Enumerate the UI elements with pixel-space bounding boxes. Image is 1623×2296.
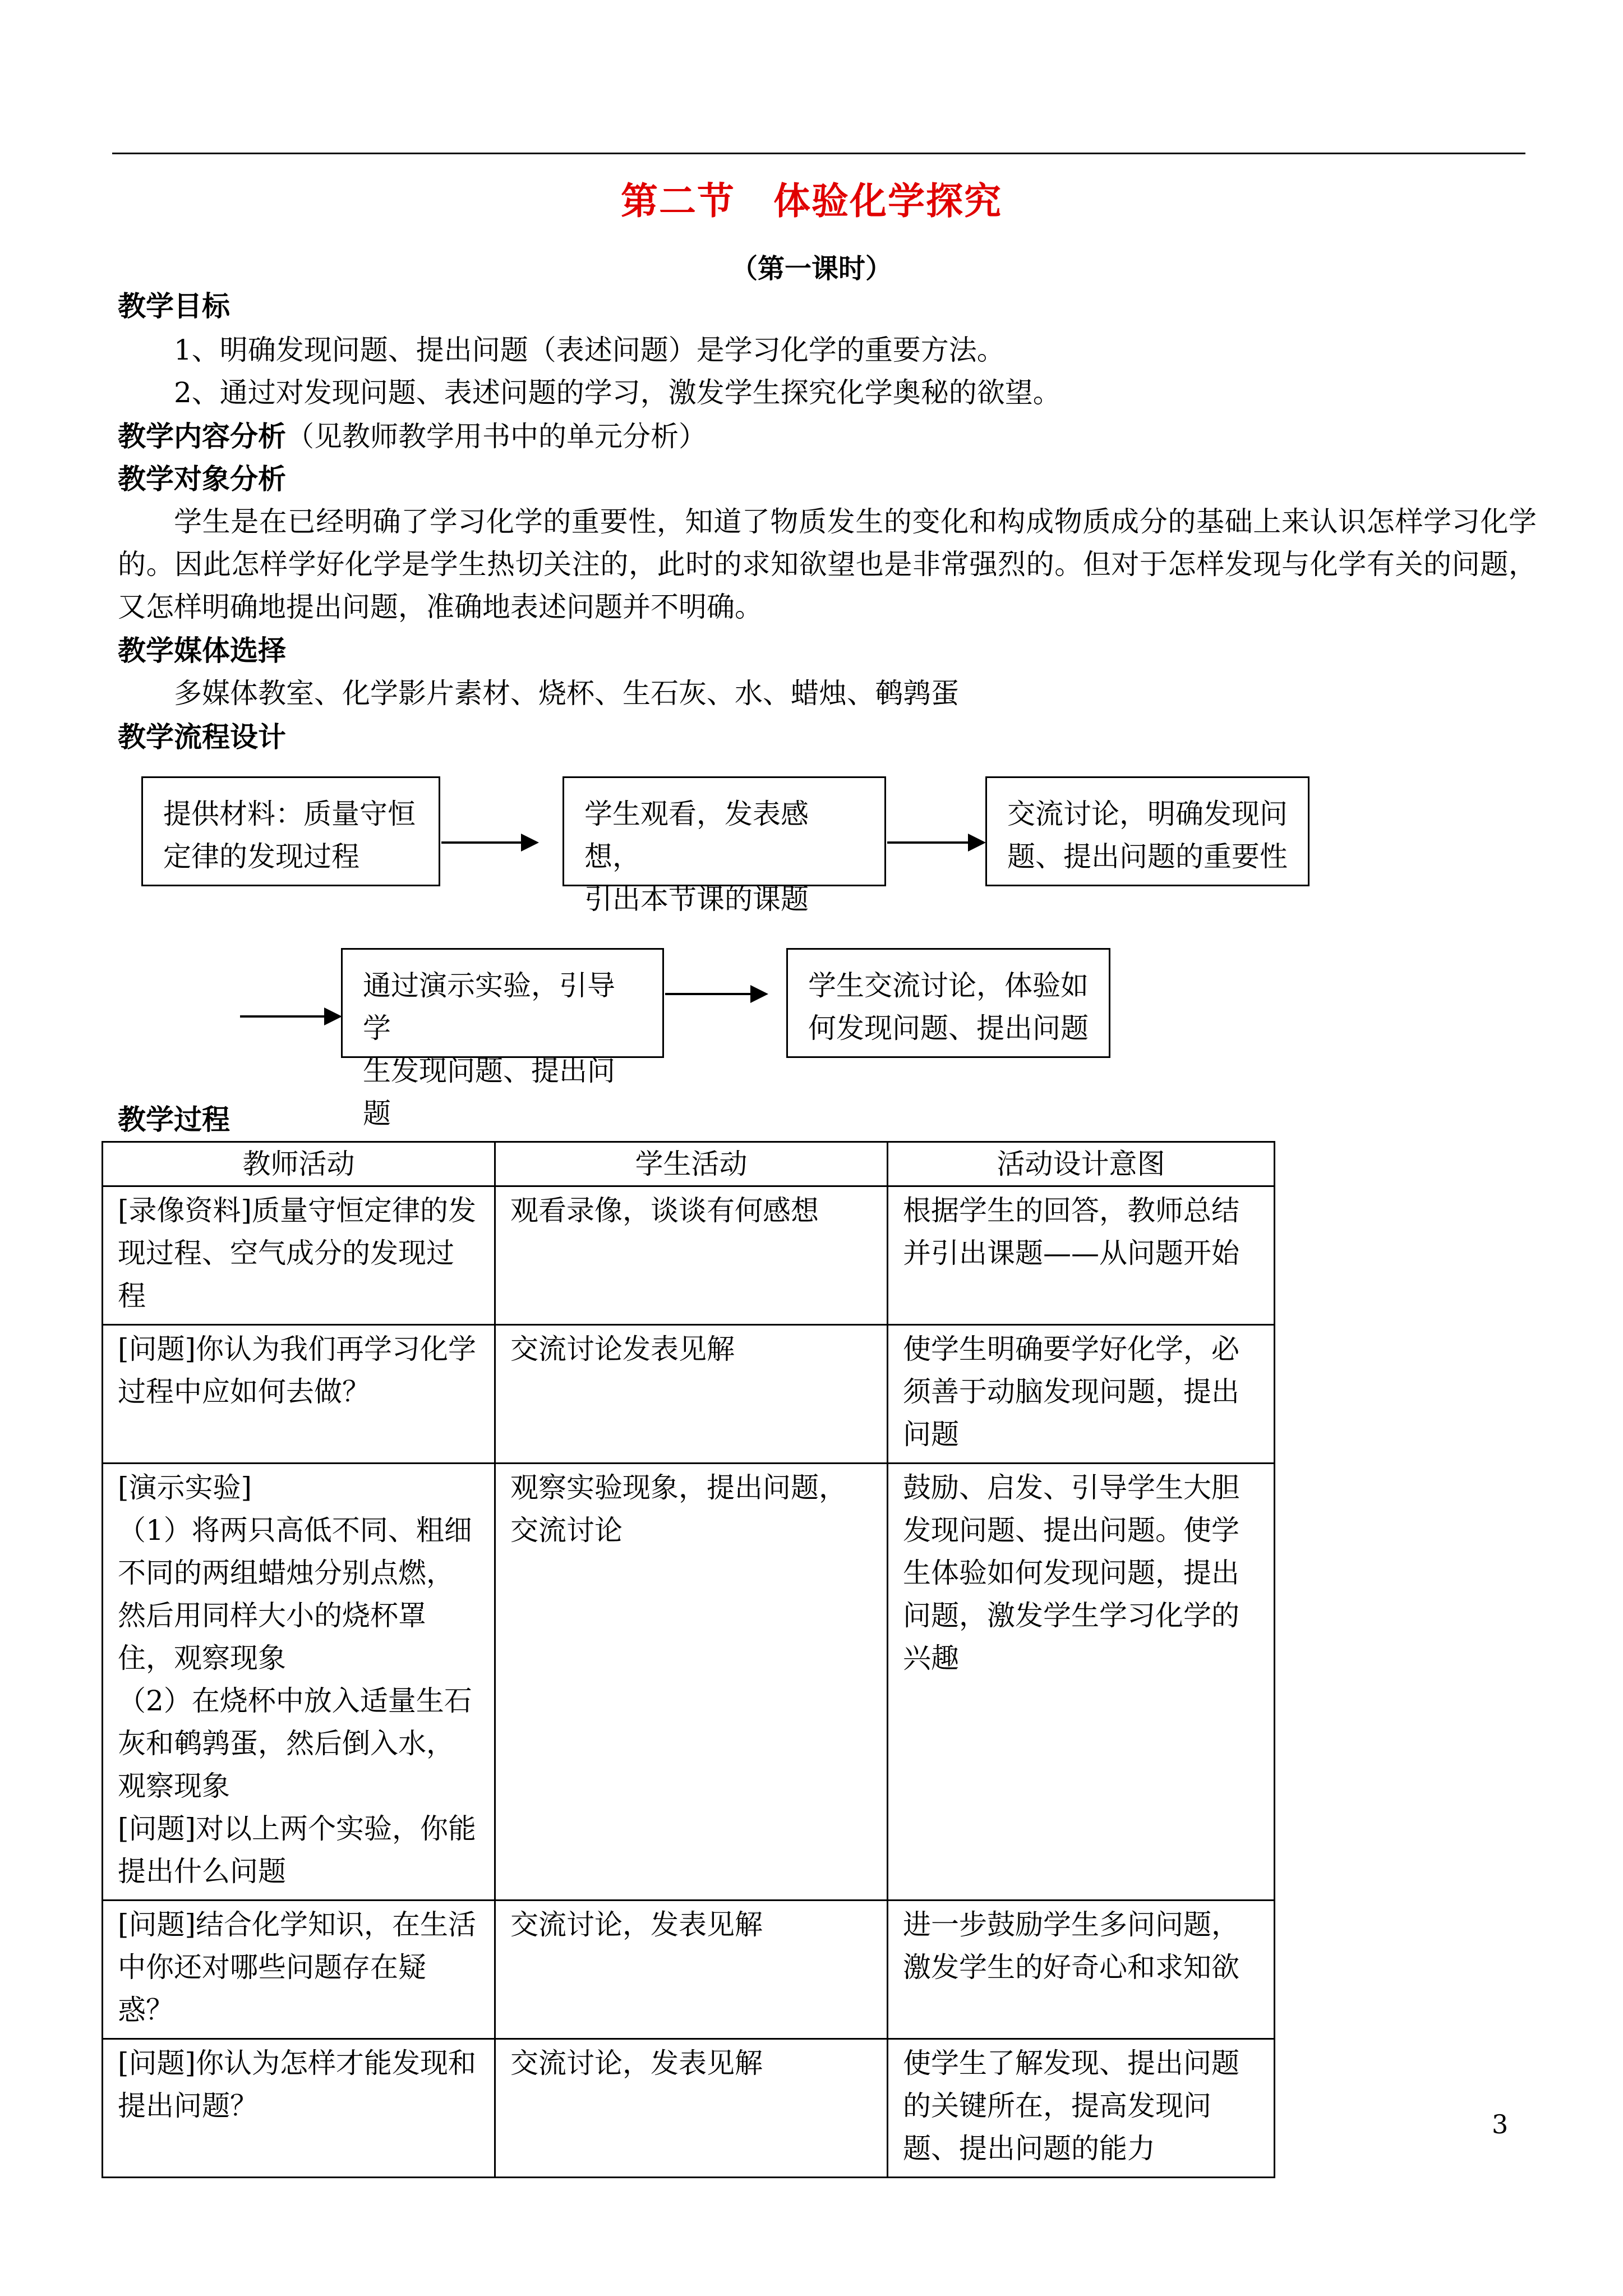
table-header-row	[103, 1142, 1275, 1186]
purpose-cell: 鼓励、启发、引导学生大胆发现问题、提出问题。使学生体验如何发现问题，提出问题，激发学生学习化学的兴趣	[888, 1464, 1275, 1901]
content-analysis-heading	[118, 415, 707, 458]
purpose-cell: 使学生了解发现、提出问题的关键所在，提高发现问题、提出问题的能力	[888, 2039, 1275, 2178]
objective-item: 1、明确发现问题、提出问题（表述问题）是学习化学的重要方法。	[174, 334, 1005, 366]
audience-analysis-heading: 教学对象分析	[118, 462, 286, 495]
media-heading: 教学媒体选择	[118, 634, 286, 667]
teacher-cell	[103, 1325, 495, 1464]
column-header-teacher: 教师活动	[103, 1142, 495, 1186]
student-cell: 交流讨论，发表见解	[495, 2039, 888, 2178]
purpose-cell: 使学生明确要学好化学，必须善于动脑发现问题，提出问题	[888, 1325, 1275, 1464]
teacher-text: [演示实验]	[118, 1471, 252, 1504]
purpose-cell: 进一步鼓励学生多问问题，激发学生的好奇心和求知欲	[888, 1901, 1275, 2039]
process-heading: 教学过程	[118, 1103, 230, 1136]
flow-step-1	[141, 776, 440, 886]
flow-arrow	[441, 841, 537, 844]
flow-arrow	[665, 993, 766, 995]
content-analysis-title: 教学内容分析	[118, 420, 286, 453]
flow-step-line: 引出本节课的课题	[584, 883, 809, 915]
media-text: 多媒体教室、化学影片素材、烧杯、生石灰、水、蜡烛、鹌鹑蛋	[174, 677, 959, 710]
flow-heading: 教学流程设计	[118, 720, 286, 753]
flow-arrow	[240, 1015, 340, 1018]
teacher-cell	[103, 2039, 495, 2178]
header-rule	[112, 153, 1525, 154]
teacher-text: [问题]你认为怎样才能发现和提出问题？	[118, 2047, 477, 2122]
objective-item: 2、通过对发现问题、表述问题的学习，激发学生探究化学奥秘的欲望。	[174, 376, 1061, 409]
flow-step-line: 何发现问题、提出问题	[808, 1012, 1089, 1045]
page-number: 3	[1492, 2109, 1509, 2139]
table-row	[103, 1901, 1275, 2039]
teacher-text: [问题]对以上两个实验，你能提出什么问题	[118, 1812, 477, 1888]
flow-step-line: 题、提出问题的重要性	[1007, 840, 1288, 873]
teacher-text: [问题]你认为我们再学习化学过程中应如何去做？	[118, 1333, 477, 1408]
page-subtitle: （第一课时）	[730, 253, 892, 284]
flow-step-2	[562, 776, 886, 915]
flow-arrow	[887, 841, 984, 844]
flow-step-3	[985, 776, 1310, 886]
student-cell: 交流讨论，发表见解	[495, 1901, 888, 2039]
content-analysis-note: （见教师教学用书中的单元分析）	[286, 420, 707, 453]
teacher-cell	[103, 1464, 495, 1901]
teacher-text: [录像资料]质量守恒定律的发现过程、空气成分的发现过程	[118, 1194, 477, 1312]
flow-step-line: 通过演示实验，引导学	[363, 969, 615, 1045]
teacher-text: [问题]结合化学知识，在生活中你还对哪些问题存在疑惑？	[118, 1908, 477, 2026]
student-cell: 观看录像，谈谈有何感想	[495, 1186, 888, 1325]
flow-step-line: 定律的发现过程	[163, 840, 359, 873]
table-row	[103, 2039, 1275, 2178]
purpose-cell: 根据学生的回答，教师总结并引出课题——从问题开始	[888, 1186, 1275, 1325]
column-header-student: 学生活动	[495, 1142, 888, 1186]
teacher-cell	[103, 1901, 495, 2039]
teacher-text: （2）在烧杯中放入适量生石灰和鹌鹑蛋，然后倒入水，观察现象	[118, 1685, 472, 1802]
audience-analysis-text: 学生是在已经明确了学习化学的重要性，知道了物质发生的变化和构成物质成分的基础上来认识怎样学习化学的。因此怎样学好化学是学生热切关注的，此时的求知欲望也是非常强烈的。但对于怎样发现与化学有关的问题，又怎样明确地提出问题，准确地表述问题并不明确。	[118, 505, 1537, 623]
flow-step-line: 学生观看，发表感想，	[584, 798, 809, 873]
student-cell: 交流讨论发表见解	[495, 1325, 888, 1464]
flow-step-line: 提供材料：质量守恒	[163, 798, 416, 830]
table-row	[103, 1186, 1275, 1325]
flow-step-5	[786, 948, 1110, 1058]
teacher-cell	[103, 1186, 495, 1325]
process-table	[102, 1141, 1275, 2178]
page-title: 第二节 体验化学探究	[621, 179, 1002, 223]
flow-step-line: 生发现问题、提出问题	[363, 1055, 615, 1130]
flow-step-4	[341, 948, 664, 1130]
teacher-text: （1）将两只高低不同、粗细不同的两组蜡烛分别点燃，然后用同样大小的烧杯罩住，观察现象	[118, 1514, 472, 1674]
objectives-heading: 教学目标	[118, 289, 230, 323]
student-cell: 观察实验现象，提出问题，交流讨论	[495, 1464, 888, 1901]
table-row	[103, 1464, 1275, 1901]
flow-step-line: 交流讨论，明确发现问	[1007, 798, 1288, 830]
table-row	[103, 1325, 1275, 1464]
column-header-purpose: 活动设计意图	[888, 1142, 1275, 1186]
flow-step-line: 学生交流讨论，体验如	[808, 969, 1089, 1002]
